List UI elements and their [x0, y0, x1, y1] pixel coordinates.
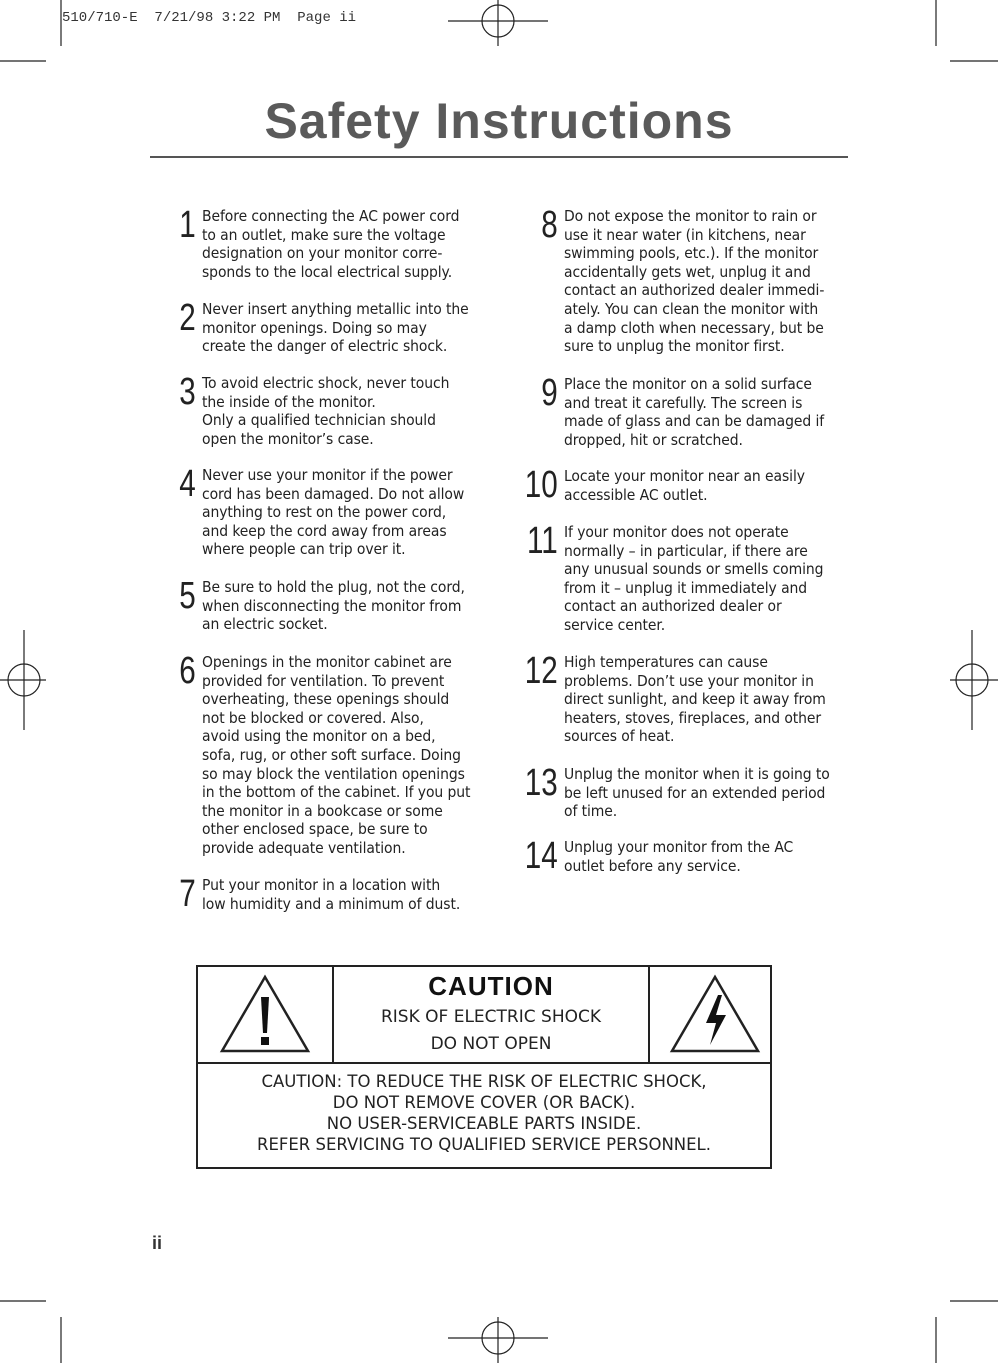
print-slug: 510/710-E 7/21/98 3:22 PM Page ii	[62, 10, 357, 26]
instruction-number: 12	[524, 650, 558, 692]
instruction-item	[140, 371, 477, 448]
instruction-text: Unplug your monitor from the AC outlet before any service.	[564, 838, 794, 875]
divider	[648, 967, 650, 1062]
page-number: ii	[152, 1233, 163, 1253]
instruction-text: Openings in the monitor cabinet are provided for ventilation. To prevent overheating, these openings should not be blocked or covered. Also, avoid using the monitor on a bed, sofa, rug, or other soft surface. Doing so may block the ventilation openings in the bottom of the cabinet. If you put the monitor in a bookcase or some other enclosed space, be sure to provide adequate ventilation.	[202, 653, 471, 857]
instruction-number: 5	[179, 575, 196, 617]
instruction-number: 10	[524, 464, 558, 506]
instruction-text: Be sure to hold the plug, not the cord, when disconnecting the monitor from an electric socket.	[202, 578, 465, 634]
instruction-text: To avoid electric shock, never touch the inside of the monitor. Only a qualified technician should open the monitor’s case.	[202, 374, 450, 448]
instruction-item	[502, 835, 819, 877]
instruction-item	[140, 650, 500, 858]
instruction-text: Before connecting the AC power cord to an outlet, make sure the voltage designation on your monitor corre- sponds to the local electrical supply.	[202, 207, 460, 281]
instruction-item	[140, 297, 498, 356]
caution-line-1: RISK OF ELECTRIC SHOCK	[380, 1007, 601, 1027]
instruction-item	[140, 575, 494, 634]
caution-header-row	[198, 967, 770, 1064]
instruction-text: Never use your monitor if the power cord has been damaged. Do not allow anything to rest on the power cord, and keep the cord away from areas where people can trip over it.	[202, 466, 465, 559]
exclamation-warning-icon	[218, 973, 312, 1055]
instruction-number: 8	[541, 204, 558, 246]
instruction-number: 1	[179, 204, 196, 246]
instruction-text: Put your monitor in a location with low humidity and a minimum of dust.	[202, 876, 461, 913]
instruction-text: Locate your monitor near an easily accessible AC outlet.	[564, 467, 805, 504]
instruction-number: 9	[541, 372, 558, 414]
instruction-item	[140, 463, 493, 559]
instruction-item	[502, 520, 852, 635]
instruction-item	[140, 204, 488, 281]
instruction-text: Unplug the monitor when it is going to be left unused for an extended period of time.	[564, 765, 830, 821]
instruction-number: 4	[179, 463, 196, 505]
instruction-number: 13	[524, 762, 558, 804]
instruction-item	[140, 873, 489, 915]
instruction-text: Never insert anything metallic into the monitor openings. Doing so may create the danger of electric shock.	[202, 300, 469, 356]
title-divider	[150, 156, 848, 158]
instruction-item	[502, 204, 853, 356]
instruction-number: 14	[524, 835, 558, 877]
caution-text: CAUTION: TO REDUCE THE RISK OF ELECTRIC SHOCK, DO NOT REMOVE COVER (OR BACK). NO USER-SERVICEABLE PARTS INSIDE. REFER SERVICING TO QUALIFIED SERVICE PERSONNEL.	[257, 1072, 711, 1154]
caution-heading: CAUTION	[428, 971, 554, 1001]
instruction-text: Do not expose the monitor to rain or use it near water (in kitchens, near swimming pools, etc.). If the monitor accidentally gets wet, unplug it and contact an authorized dealer immedi- ately. You can clean the monitor with a damp cloth when necessary, but be sure to unplug the monitor first.	[564, 207, 825, 356]
instruction-item	[502, 762, 859, 821]
instruction-item	[502, 464, 832, 506]
instruction-item	[502, 372, 853, 449]
instruction-number: 2	[179, 297, 196, 339]
instruction-item	[502, 650, 855, 746]
instruction-number: 3	[179, 371, 196, 413]
instruction-text: High temperatures can cause problems. Don’t use your monitor in direct sunlight, and keep it away from heaters, stoves, fireplaces, and other sources of heat.	[564, 653, 826, 746]
instruction-text: If your monitor does not operate normally – in particular, if there are any unusual sounds or smells coming from it – unplug it immediately and contact an authorized dealer or service center.	[564, 523, 824, 634]
caution-line-2: DO NOT OPEN	[430, 1034, 552, 1054]
page-title: Safety Instructions	[264, 93, 734, 149]
caution-box	[196, 965, 772, 1169]
lightning-warning-icon	[668, 973, 762, 1055]
instruction-number: 11	[526, 520, 558, 562]
instruction-number: 6	[179, 650, 196, 692]
instruction-text: Place the monitor on a solid surface and treat it carefully. The screen is made of glass and can be damaged if dropped, hit or scratched.	[564, 375, 825, 449]
instruction-number: 7	[179, 873, 196, 915]
